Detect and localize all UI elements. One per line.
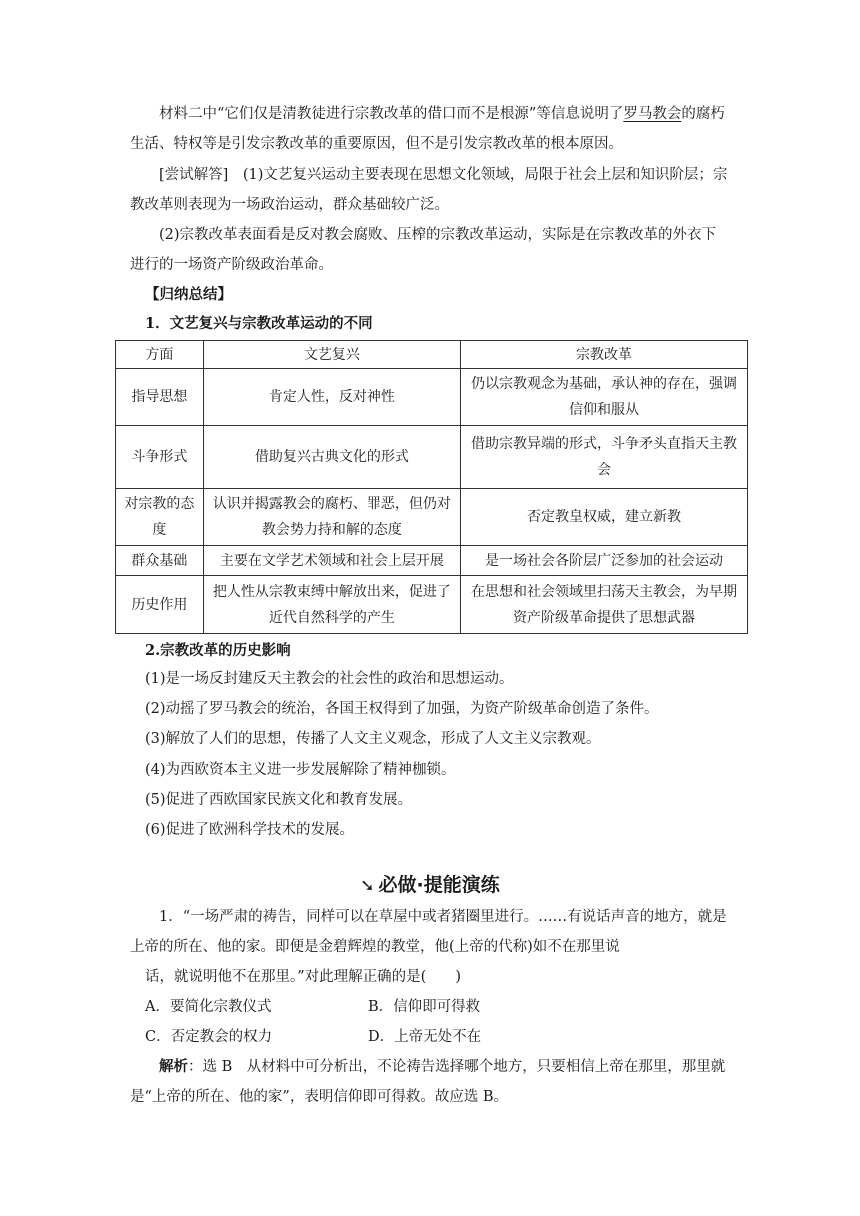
analysis-paragraph	[130, 1052, 735, 1112]
analysis-text: ：选 B 从材料中可分析出，不论祷告选择哪个地方，只要相信上帝在那里，那里就是“上帝的所在、他的家”，表明信仰即可得救。故应选 B。	[130, 1059, 726, 1105]
text: 的腐朽生活、特权等是引发宗教改革的重要原因，但不是引发宗教改革的根本原因。	[130, 106, 725, 152]
table-cell: 借助复兴古典文化的形式	[203, 426, 460, 489]
table-row	[116, 546, 748, 576]
table-cell: 仍以宗教观念为基础，承认神的存在，强调信仰和服从	[460, 369, 747, 426]
section-title-text: 必做·提能演练	[378, 874, 500, 896]
table-cell: 对宗教的态度	[116, 489, 204, 546]
table-header-row	[116, 341, 748, 369]
table-cell: 斗争形式	[116, 426, 204, 489]
underlined-text: 罗马教会	[623, 106, 682, 122]
table-cell: 群众基础	[116, 546, 204, 576]
table-cell: 在思想和社会领域里扫荡天主教会，为早期资产阶级革命提供了思想武器	[460, 576, 747, 634]
table-cell: 指导思想	[116, 369, 204, 426]
subsection-title-2: 2.宗教改革的历史影响	[145, 642, 291, 659]
table-cell: 否定教皇权威，建立新教	[460, 489, 747, 546]
list-item: (6)促进了欧洲科学技术的发展。	[145, 822, 355, 838]
question-1-stem: 1．“一场严肃的祷告，同样可以在草屋中或者猪圈里进行。……有说话声音的地方，就是上帝的所在、他的家。即便是金碧辉煌的教堂，他(上帝的代称)如不在那里说	[130, 909, 727, 955]
paragraph-answer-1	[130, 160, 730, 220]
question-1-stem-cont: 话，就说明他不在那里。”对此理解正确的是( )	[145, 969, 461, 985]
table-header-cell: 宗教改革	[460, 341, 747, 369]
analysis-label: 解析	[159, 1058, 188, 1075]
section-title	[0, 870, 860, 901]
answer-text: (1)文艺复兴运动主要表现在思想文化领域，局限于社会上层和知识阶层；宗教改革则表现为一场政治运动，群众基础较广泛。	[130, 167, 728, 213]
option-c: C．否定教会的权力	[145, 1029, 273, 1045]
table-cell: 肯定人性，反对神性	[203, 369, 460, 426]
list-item: (4)为西欧资本主义进一步发展解除了精神枷锁。	[145, 762, 456, 778]
table-cell: 借助宗教异端的形式，斗争矛头直指天主教会	[460, 426, 747, 489]
option-a: A．要简化宗教仪式	[145, 999, 272, 1015]
table-cell: 认识并揭露教会的腐朽、罪恶，但仍对教会势力持和解的态度	[203, 489, 460, 546]
table-cell: 把人性从宗教束缚中解放出来，促进了近代自然科学的产生	[203, 576, 460, 634]
table-header-cell: 文艺复兴	[203, 341, 460, 369]
paragraph-material-two	[130, 99, 730, 159]
arrow-icon: ➘	[360, 876, 375, 896]
table-row	[116, 369, 748, 426]
table-cell: 是一场社会各阶层广泛参加的社会运动	[460, 546, 747, 576]
text: 材料二中“它们仅是清教徒进行宗教改革的借口而不是根源”等信息说明了	[159, 106, 624, 122]
comparison-table	[115, 340, 748, 634]
list-item: (2)动摇了罗马教会的统治，各国王权得到了加强，为资产阶级革命创造了条件。	[145, 701, 659, 717]
option-d: D．上帝无处不在	[368, 1029, 482, 1045]
table-header-cell: 方面	[116, 341, 204, 369]
table-row	[116, 489, 748, 546]
subsection-title-1: 1．文艺复兴与宗教改革运动的不同	[145, 315, 373, 332]
answer-tag: [尝试解答]	[159, 167, 229, 183]
paragraph-answer-2: (2)宗教改革表面看是反对教会腐败、压榨的宗教改革运动，实际是在宗教改革的外衣下进行的一场资产阶级政治革命。	[130, 227, 717, 273]
option-b: B．信仰即可得救	[368, 999, 481, 1015]
list-item: (5)促进了西欧国家民族文化和教育发展。	[145, 792, 413, 808]
list-item: (3)解放了人们的思想，传播了人文主义观念，形成了人文主义宗教观。	[145, 731, 601, 747]
table-row	[116, 576, 748, 634]
table-row	[116, 426, 748, 489]
table-cell: 主要在文学艺术领域和社会上层开展	[203, 546, 460, 576]
summary-heading: 【归纳总结】	[145, 286, 232, 303]
list-item: (1)是一场反封建反天主教会的社会性的政治和思想运动。	[145, 671, 514, 687]
table-cell: 历史作用	[116, 576, 204, 634]
